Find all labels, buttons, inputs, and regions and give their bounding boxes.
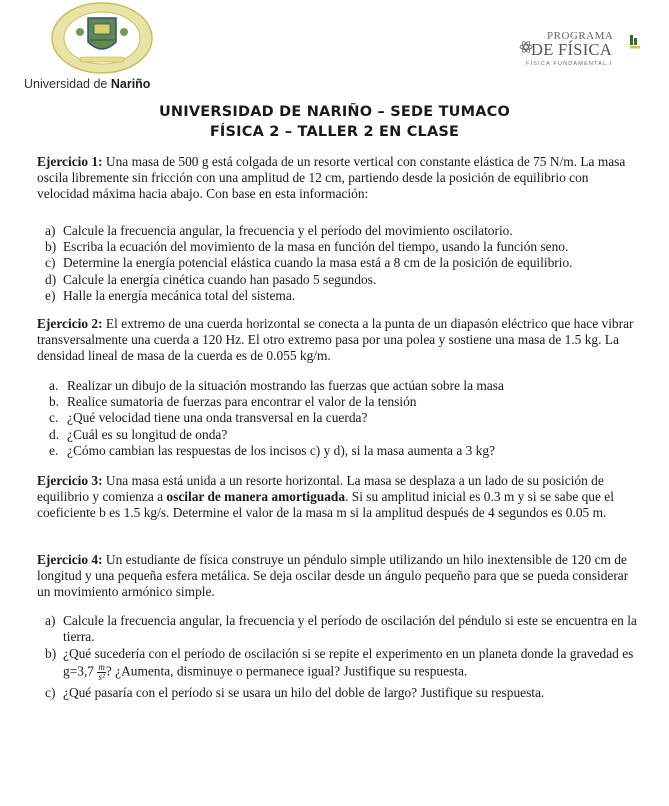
exercise-1-label: Ejercicio 1: xyxy=(37,154,103,169)
list-item: e. ¿Cómo cambian las respuestas de los incisos c) y d), si la masa aumenta a 3 kg? xyxy=(49,442,496,458)
exercise-4-label: Ejercicio 4: xyxy=(37,552,103,567)
list-item: c) ¿Qué pasaría con el período si se usara un hilo del doble de largo? Justifique su respuesta. xyxy=(45,684,545,700)
exercise-2 xyxy=(37,316,637,365)
list-item: e) Halle la energía mecánica total del sistema. xyxy=(45,287,296,303)
exercise-1 xyxy=(37,154,637,203)
list-item: b) ¿Qué sucedería con el período de oscilación si se repite el experimento en un planeta donde la gravedad es g=3,7 $\frac{m}{\text{s²}}$ ? ¿Aumenta, disminuye o permanece igual? Justifique su respuesta. xyxy=(45,646,634,682)
flag-icon xyxy=(630,35,640,49)
list-item: d) Calcule la energía cinética cuando han pasado 5 segundos. xyxy=(45,271,377,287)
exercise-4-list xyxy=(43,613,643,701)
document-subtitle: FÍSICA 2 – TALLER 2 EN CLASE xyxy=(209,124,460,140)
list-item: a) Calcule la frecuencia angular, la frecuencia y el período del movimiento oscilatorio. xyxy=(45,223,513,238)
list-item: a) Calcule la frecuencia angular, la frecuencia y el período de oscilación del péndulo si este se encuentra en la tierra. xyxy=(45,613,637,645)
university-name: Universidad de Nariño xyxy=(24,77,151,91)
exercise-2-label: Ejercicio 2: xyxy=(37,316,103,331)
list-item: b) Escriba la ecuación del movimiento de la masa en función del tiempo, usando la función seno. xyxy=(45,239,569,255)
list-item: b. Realice sumatoria de fuerzas para encontrar el valor de la tensión xyxy=(49,394,417,410)
damped-oscillation-emphasis: oscilar de manera amortiguada xyxy=(166,489,346,505)
exercise-4-text: Un estudiante de física construye un péndulo simple utilizando un hilo inextensible de 120 cm de longitud y una pequeña esfera metálica. Se deja oscilar desde un ángulo pequeño para que se pueda considerar un movimiento armónico simple. xyxy=(37,552,629,600)
exercise-1-text: Una masa de 500 g está colgada de un resorte vertical con constante elástica de 75 N/m. La masa oscila libremente sin fricción con una amplitud de 12 cm, partiendo desde la posición de equilibrio con velocidad máxima hacia abajo. Con base en esta información: xyxy=(37,154,626,202)
exercise-3: Ejercicio 3: Una masa está unida a un resorte horizontal. La masa se desplaza a un lado de su posición de equilibrio y comienza a oscilar de manera amortiguada. Si su amplitud inicial es 0.3 m y si se sabe que el coeficiente b es 1.5 kg/s. Determine el valor de la masa m si la amplitud después de 4 segundos es 0.05 m. xyxy=(37,473,614,521)
document-title: UNIVERSIDAD DE NARIÑO – SEDE TUMACO xyxy=(158,104,511,120)
exercise-1-list xyxy=(43,223,643,304)
university-seal-logo xyxy=(50,2,154,74)
exercise-2-list xyxy=(47,378,647,459)
list-item: c. ¿Qué velocidad tiene una onda transversal en la cuerda? xyxy=(49,410,368,426)
list-item: d. ¿Cuál es su longitud de onda? xyxy=(49,426,228,442)
program-word: PROGRAMA xyxy=(547,30,614,42)
exercise-2-text: El extremo de una cuerda horizontal se conecta a la punta de un diapasón eléctrico que hace vibrar transversalmente una cuerda a 120 Hz. El otro extremo pasa por una polea y sostiene una masa de 1.5 kg. La densidad lineal de masa de la cuerda es de 0.055 kg/m. xyxy=(37,316,634,364)
exercise-3-label: Ejercicio 3: xyxy=(37,473,103,488)
exercise-4 xyxy=(37,552,637,601)
list-item: a. Realizar un dibujo de la situación mostrando las fuerzas que actúan sobre la masa xyxy=(49,378,504,393)
program-name: DE FÍSICA xyxy=(531,40,613,59)
list-item: c) Determine la energía potencial elástica cuando la masa está a 8 cm de la posición de equilibrio. xyxy=(45,255,573,271)
program-subtitle: FÍSICA FUNDAMENTAL I xyxy=(526,61,613,67)
units-fraction: $\frac{m}{\text{s²}}$ xyxy=(98,661,105,682)
